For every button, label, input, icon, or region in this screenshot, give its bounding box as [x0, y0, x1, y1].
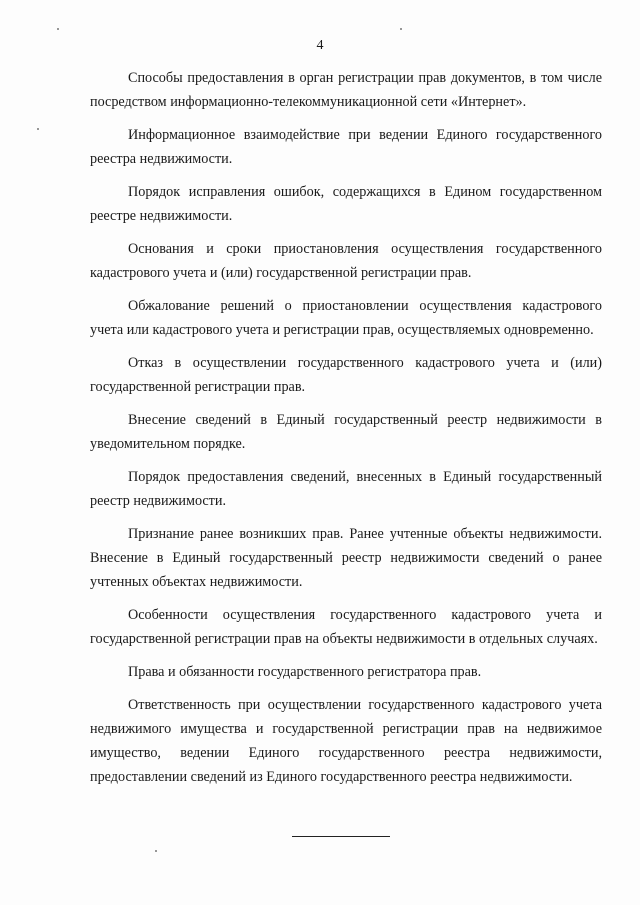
- paragraph-information-interaction: Информационное взаимодействие при ведении Единого государственного реестра недвижимости.: [90, 127, 602, 167]
- paragraph-suspension-grounds: Основания и сроки приостановления осуществления государственного кадастрового учета и (или) государственной регистрации прав.: [90, 241, 602, 281]
- paragraph-responsibility: Ответственность при осуществлении государственного кадастрового учета недвижимого имущества и государственной регистрации прав на недвижимое имущество, ведении Единого государственного реестра недвижимости, предоставлении сведений из Единого государственного реестра недвижимости.: [90, 697, 602, 785]
- paragraph-error-correction: Порядок исправления ошибок, содержащихся в Едином государственном реестре недвижимости.: [90, 184, 602, 224]
- scan-speck: [37, 128, 39, 130]
- scan-speck: [57, 28, 59, 30]
- end-divider-line: [292, 836, 390, 837]
- paragraph-registrar-rights: Права и обязанности государственного регистратора прав.: [128, 664, 482, 680]
- paragraph-information-provision: Порядок предоставления сведений, внесенных в Единый государственный реестр недвижимости.: [90, 469, 602, 509]
- document-body: [90, 66, 602, 798]
- scan-speck: [155, 850, 157, 852]
- paragraph-appeal-decisions: Обжалование решений о приостановлении осуществления кадастрового учета или кадастрового учета и регистрации прав, осуществляемых одновременно.: [90, 298, 602, 338]
- paragraph-special-cases: Особенности осуществления государственного кадастрового учета и государственной регистрации прав на объекты недвижимости в отдельных случаях.: [90, 607, 602, 647]
- paragraph-refusal: Отказ в осуществлении государственного кадастрового учета и (или) государственной регистрации прав.: [90, 355, 602, 395]
- scan-speck: [400, 28, 402, 30]
- page-number: 4: [316, 38, 324, 53]
- paragraph-notification-entry: Внесение сведений в Единый государственный реестр недвижимости в уведомительном порядке.: [90, 412, 602, 452]
- paragraph-submission-methods: Способы предоставления в орган регистрации прав документов, в том числе посредством информационно-телекоммуникационной сети «Интернет».: [90, 70, 602, 110]
- paragraph-previously-arisen-rights: Признание ранее возникших прав. Ранее учтенные объекты недвижимости. Внесение в Единый государственный реестр недвижимости сведений о ранее учтенных объектах недвижимости.: [90, 526, 602, 590]
